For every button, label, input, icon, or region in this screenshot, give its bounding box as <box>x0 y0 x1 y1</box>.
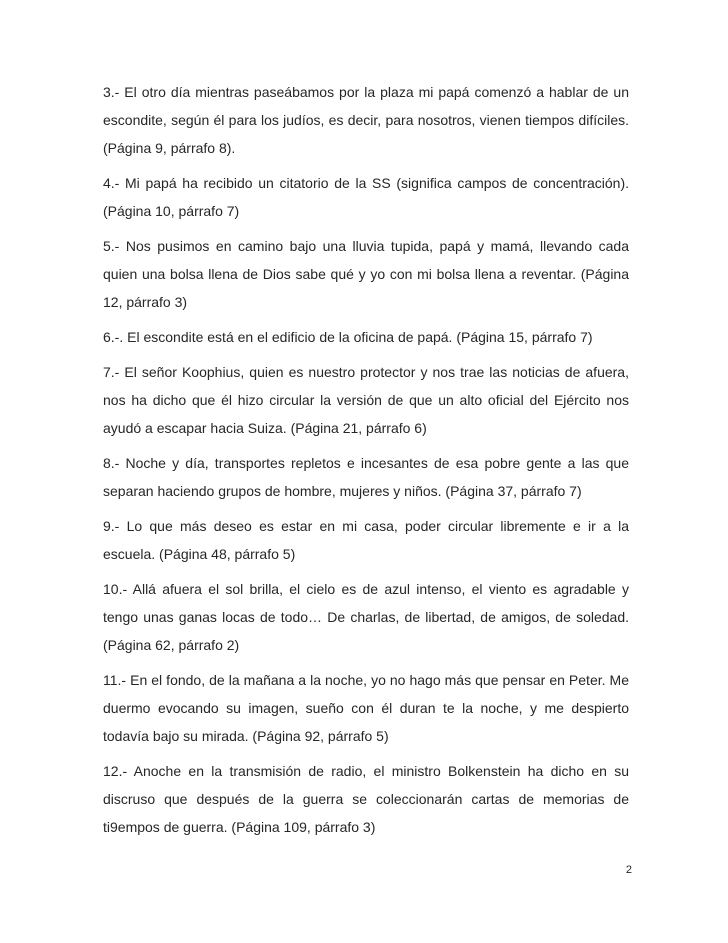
paragraph-item-7: 7.- El señor Koophius, quien es nuestro protector y nos trae las noticias de afuera, nos ha dicho que él hizo circular la versión de que un alto oficial del Ejército nos ayudó a escapar hacia Suiza. (Página 21, párrafo 6) <box>103 364 629 436</box>
paragraph-item-10: 10.- Allá afuera el sol brilla, el cielo es de azul intenso, el viento es agradable y tengo unas ganas locas de todo… De charlas, de libertad, de amigos, de soledad. (Página 62, párrafo 2) <box>103 581 629 653</box>
paragraph-item-9: 9.- Lo que más deseo es estar en mi casa, poder circular libremente e ir a la escuela. (Página 48, párrafo 5) <box>103 518 629 562</box>
page-body <box>103 78 629 848</box>
paragraph-item-8: 8.- Noche y día, transportes repletos e incesantes de esa pobre gente a las que separan haciendo grupos de hombre, mujeres y niños. (Página 37, párrafo 7) <box>103 455 629 499</box>
paragraph-item-11: 11.- En el fondo, de la mañana a la noche, yo no hago más que pensar en Peter. Me duermo evocando su imagen, sueño con él duran te la noche, y me despierto todavía bajo su mirada. (Página 92, párrafo 5) <box>103 672 629 744</box>
paragraph-item-12: 12.- Anoche en la transmisión de radio, el ministro Bolkenstein ha dicho en su discruso que después de la guerra se coleccionarán cartas de memorias de ti9empos de guerra. (Página 109, párrafo 3) <box>103 763 629 835</box>
paragraph-item-5: 5.- Nos pusimos en camino bajo una lluvia tupida, papá y mamá, llevando cada quien una bolsa llena de Dios sabe qué y yo con mi bolsa llena a reventar. (Página 12, párrafo 3) <box>103 238 629 310</box>
paragraph-item-3: 3.- El otro día mientras paseábamos por la plaza mi papá comenzó a hablar de un escondite, según él para los judíos, es decir, para nosotros, vienen tiempos difíciles. (Página 9, párrafo 8). <box>103 84 629 156</box>
paragraph-item-6: 6.-. El escondite está en el edificio de la oficina de papá. (Página 15, párrafo 7) <box>103 329 593 345</box>
paragraph-item-4: 4.- Mi papá ha recibido un citatorio de la SS (significa campos de concentración). (Página 10, párrafo 7) <box>103 175 629 219</box>
page-number: 2 <box>625 864 632 876</box>
